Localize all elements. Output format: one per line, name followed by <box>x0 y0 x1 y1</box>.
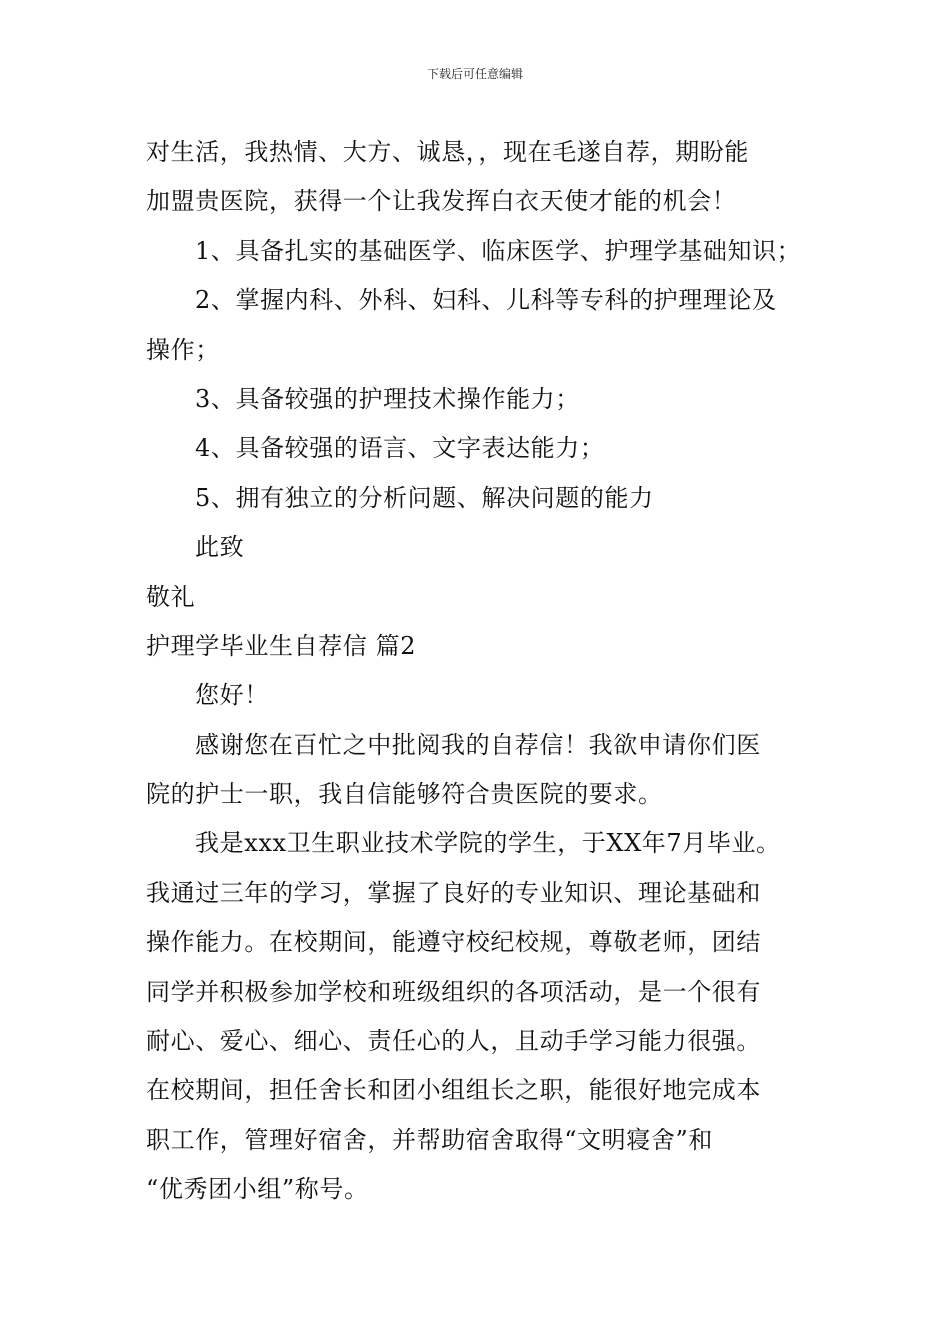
section-title: 护理学毕业生自荐信 篇2 <box>146 631 417 660</box>
paragraph-line: 耐心、爱心、细心、责任心的人，且动手学习能力很强。 <box>146 1027 761 1056</box>
list-item: 3、具备较强的护理技术操作能力； <box>195 384 580 413</box>
page-header-note: 下载后可任意编辑 <box>426 67 523 81</box>
paragraph-line: 感谢您在百忙之中批阅我的自荐信！我欲申请你们医 <box>195 730 761 759</box>
list-item: 5、拥有独立的分析问题、解决问题的能力 <box>195 483 654 512</box>
list-item: 2、掌握内科、外科、妇科、儿科等专科的护理理论及 <box>195 286 777 315</box>
list-item: 4、具备较强的语言、文字表达能力； <box>195 434 605 463</box>
paragraph-line: 在校期间，担任舍长和团小组组长之职，能很好地完成本 <box>146 1076 761 1105</box>
paragraph-line: “优秀团小组”称号。 <box>146 1175 369 1204</box>
closing-salute: 敬礼 <box>146 582 196 611</box>
paragraph-line: 我通过三年的学习，掌握了良好的专业知识、理论基础和 <box>146 878 761 907</box>
paragraph-line: 同学并积极参加学校和班级组织的各项活动，是一个很有 <box>146 977 761 1006</box>
list-item: 1、具备扎实的基础医学、临床医学、护理学基础知识； <box>195 236 802 265</box>
greeting: 您好！ <box>195 681 269 710</box>
paragraph-line: 我是xxx卫生职业技术学院的学生，于XX年7月毕业。 <box>195 829 781 858</box>
paragraph-line: 院的护士一职，我自信能够符合贵医院的要求。 <box>146 780 663 809</box>
document-body <box>146 128 826 1215</box>
paragraph-line: 加盟贵医院，获得一个让我发挥白衣天使才能的机会！ <box>146 187 737 216</box>
paragraph-line: 职工作，管理好宿舍，并帮助宿舍取得“文明寝舍”和 <box>146 1125 713 1154</box>
closing-phrase: 此致 <box>195 533 245 562</box>
list-item-continuation: 操作； <box>146 335 220 364</box>
paragraph-line: 对生活，我热情、大方、诚恳，，现在毛遂自荐，期盼能 <box>146 138 749 166</box>
paragraph-line: 操作能力。在校期间，能遵守校纪校规，尊敬老师，团结 <box>146 928 761 957</box>
